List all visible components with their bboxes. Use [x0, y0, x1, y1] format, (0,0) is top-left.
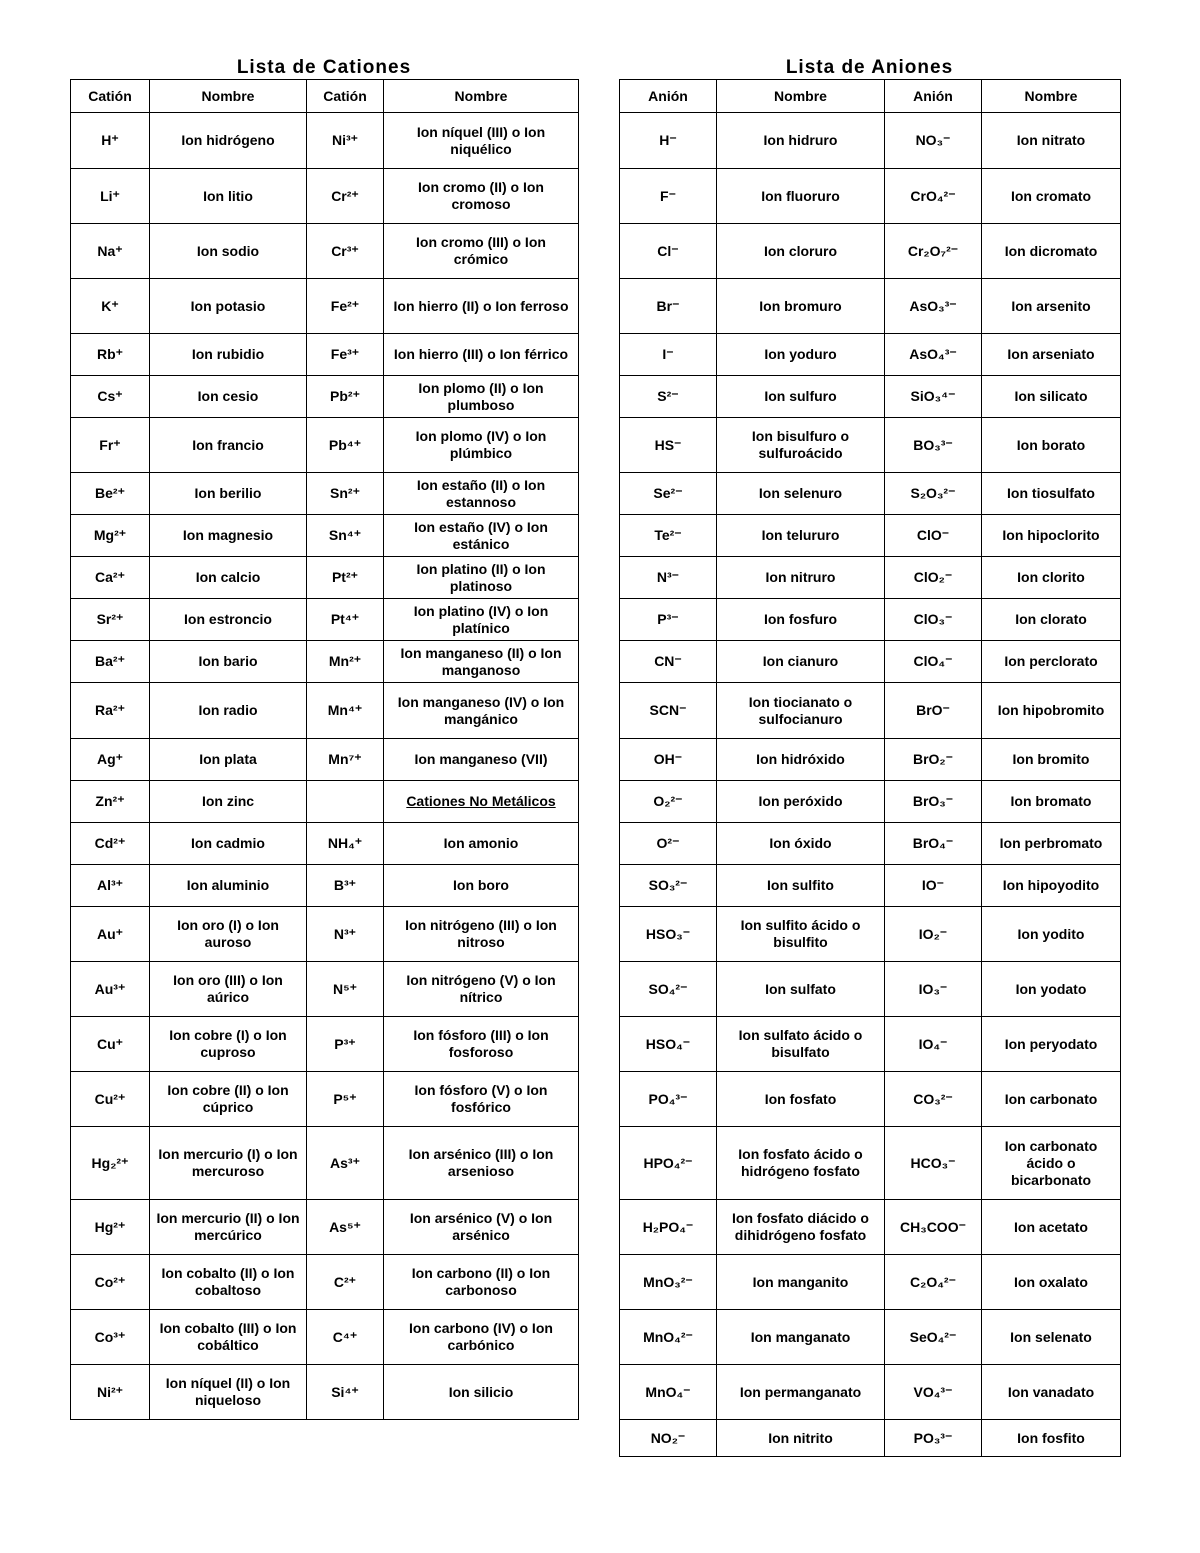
- cation-name-cell: Ion mercurio (II) o Ion mercúrico: [150, 1200, 307, 1255]
- cation-name-cell: Ion platino (II) o Ion platinoso: [384, 557, 579, 599]
- cation-name-cell: Ion platino (IV) o Ion platínico: [384, 599, 579, 641]
- cations-row: [71, 1310, 579, 1365]
- cation-symbol-cell: B³⁺: [307, 865, 384, 907]
- anions-row: [620, 907, 1121, 962]
- cation-symbol-cell: Ni²⁺: [71, 1365, 150, 1420]
- cation-symbol-cell: As³⁺: [307, 1127, 384, 1200]
- anions-row: [620, 113, 1121, 169]
- anion-symbol-cell: NO₃⁻: [885, 113, 982, 169]
- cation-name-cell: Ion cobalto (III) o Ion cobáltico: [150, 1310, 307, 1365]
- anions-row: [620, 962, 1121, 1017]
- anion-name-cell: Ion cromato: [982, 169, 1121, 224]
- anion-name-cell: Ion permanganato: [717, 1365, 885, 1420]
- cation-symbol-cell: Au⁺: [71, 907, 150, 962]
- cation-name-cell: Ion hierro (III) o Ion férrico: [384, 334, 579, 376]
- anion-symbol-cell: BrO₂⁻: [885, 739, 982, 781]
- anions-row: [620, 1255, 1121, 1310]
- cation-symbol-cell: Hg²⁺: [71, 1200, 150, 1255]
- cation-symbol-cell: P³⁺: [307, 1017, 384, 1072]
- anion-name-cell: Ion hipoyodito: [982, 865, 1121, 907]
- anion-symbol-cell: H₂PO₄⁻: [620, 1200, 717, 1255]
- cation-symbol-cell: Na⁺: [71, 224, 150, 279]
- anion-symbol-cell: NO₂⁻: [620, 1420, 717, 1457]
- anion-name-cell: Ion oxalato: [982, 1255, 1121, 1310]
- anion-symbol-cell: H⁻: [620, 113, 717, 169]
- anions-header-row: [620, 80, 1121, 113]
- anion-symbol-cell: BrO₄⁻: [885, 823, 982, 865]
- cation-symbol-cell: Cr³⁺: [307, 224, 384, 279]
- anion-symbol-cell: P³⁻: [620, 599, 717, 641]
- anion-symbol-cell: MnO₃²⁻: [620, 1255, 717, 1310]
- anions-row: [620, 1017, 1121, 1072]
- cations-row: [71, 865, 579, 907]
- anion-name-cell: Ion tiocianato o sulfocianuro: [717, 683, 885, 739]
- anions-header-anion: Anión: [885, 80, 982, 113]
- cation-symbol-cell: Ra²⁺: [71, 683, 150, 739]
- cation-symbol-cell: [307, 781, 384, 823]
- anion-symbol-cell: Te²⁻: [620, 515, 717, 557]
- cation-name-cell: Ion manganeso (II) o Ion manganoso: [384, 641, 579, 683]
- anion-symbol-cell: HPO₄²⁻: [620, 1127, 717, 1200]
- anions-row: [620, 1072, 1121, 1127]
- anion-symbol-cell: AsO₄³⁻: [885, 334, 982, 376]
- cation-name-cell: Ion estaño (II) o Ion estannoso: [384, 473, 579, 515]
- cation-name-cell: Ion hidrógeno: [150, 113, 307, 169]
- cation-name-cell: Ion potasio: [150, 279, 307, 334]
- cation-name-cell: Ion cromo (II) o Ion cromoso: [384, 169, 579, 224]
- anion-name-cell: Ion yoduro: [717, 334, 885, 376]
- cation-symbol-cell: Co³⁺: [71, 1310, 150, 1365]
- anion-symbol-cell: SeO₄²⁻: [885, 1310, 982, 1365]
- cation-symbol-cell: Fr⁺: [71, 418, 150, 473]
- anion-name-cell: Ion sulfito ácido o bisulfito: [717, 907, 885, 962]
- cations-header-name: Nombre: [150, 80, 307, 113]
- anion-name-cell: Ion manganito: [717, 1255, 885, 1310]
- anion-name-cell: Ion nitrito: [717, 1420, 885, 1457]
- cation-symbol-cell: Al³⁺: [71, 865, 150, 907]
- anion-name-cell: Ion yodato: [982, 962, 1121, 1017]
- anion-name-cell: Ion clorato: [982, 599, 1121, 641]
- cation-name-cell: Ion boro: [384, 865, 579, 907]
- anion-name-cell: Ion fluoruro: [717, 169, 885, 224]
- anion-name-cell: Ion bromuro: [717, 279, 885, 334]
- anion-symbol-cell: N³⁻: [620, 557, 717, 599]
- cation-name-cell: Ion cobre (I) o Ion cuproso: [150, 1017, 307, 1072]
- anions-header-name: Nombre: [982, 80, 1121, 113]
- anion-name-cell: Ion sulfato ácido o bisulfato: [717, 1017, 885, 1072]
- anion-name-cell: Ion silicato: [982, 376, 1121, 418]
- anions-row: [620, 376, 1121, 418]
- anion-name-cell: Ion fosfato ácido o hidrógeno fosfato: [717, 1127, 885, 1200]
- anion-symbol-cell: S₂O₃²⁻: [885, 473, 982, 515]
- cation-name-cell: Ion zinc: [150, 781, 307, 823]
- anion-symbol-cell: O²⁻: [620, 823, 717, 865]
- anion-symbol-cell: PO₃³⁻: [885, 1420, 982, 1457]
- cation-symbol-cell: Zn²⁺: [71, 781, 150, 823]
- anion-symbol-cell: VO₄³⁻: [885, 1365, 982, 1420]
- anion-symbol-cell: MnO₄²⁻: [620, 1310, 717, 1365]
- cation-name-cell: Ion manganeso (VII): [384, 739, 579, 781]
- anion-symbol-cell: SO₃²⁻: [620, 865, 717, 907]
- anion-name-cell: Ion selenuro: [717, 473, 885, 515]
- cation-name-cell: Ion cobre (II) o Ion cúprico: [150, 1072, 307, 1127]
- anion-name-cell: Ion perbromato: [982, 823, 1121, 865]
- cation-name-cell: Ion radio: [150, 683, 307, 739]
- anion-name-cell: Ion fosfuro: [717, 599, 885, 641]
- anion-symbol-cell: ClO⁻: [885, 515, 982, 557]
- anion-symbol-cell: PO₄³⁻: [620, 1072, 717, 1127]
- cations-row: [71, 1072, 579, 1127]
- anion-symbol-cell: HS⁻: [620, 418, 717, 473]
- anion-name-cell: Ion vanadato: [982, 1365, 1121, 1420]
- cation-name-cell: Ion francio: [150, 418, 307, 473]
- anion-name-cell: Ion hidróxido: [717, 739, 885, 781]
- cation-symbol-cell: P⁵⁺: [307, 1072, 384, 1127]
- cations-row: [71, 683, 579, 739]
- cation-symbol-cell: Pb²⁺: [307, 376, 384, 418]
- anions-row: [620, 1127, 1121, 1200]
- cations-row: [71, 739, 579, 781]
- cation-symbol-cell: C²⁺: [307, 1255, 384, 1310]
- anion-symbol-cell: IO₂⁻: [885, 907, 982, 962]
- anions-row: [620, 279, 1121, 334]
- anion-symbol-cell: Se²⁻: [620, 473, 717, 515]
- cation-name-cell: Ion magnesio: [150, 515, 307, 557]
- anion-name-cell: Ion cloruro: [717, 224, 885, 279]
- cations-row: [71, 823, 579, 865]
- anion-symbol-cell: ClO₂⁻: [885, 557, 982, 599]
- cation-symbol-cell: As⁵⁺: [307, 1200, 384, 1255]
- cations-header-cation: Catión: [307, 80, 384, 113]
- cation-name-cell: Ion oro (III) o Ion aúrico: [150, 962, 307, 1017]
- cation-symbol-cell: K⁺: [71, 279, 150, 334]
- cation-name-cell: Ion arsénico (III) o Ion arsenioso: [384, 1127, 579, 1200]
- cations-table: [70, 79, 579, 1420]
- cation-symbol-cell: Cd²⁺: [71, 823, 150, 865]
- anion-name-cell: Ion telururo: [717, 515, 885, 557]
- cation-name-cell: Ion cesio: [150, 376, 307, 418]
- cations-row: [71, 279, 579, 334]
- anions-row: [620, 781, 1121, 823]
- anion-symbol-cell: Br⁻: [620, 279, 717, 334]
- cations-header-row: [71, 80, 579, 113]
- anion-name-cell: Ion fosfato: [717, 1072, 885, 1127]
- cation-name-cell: Ion litio: [150, 169, 307, 224]
- anions-table: [619, 79, 1121, 1457]
- anion-name-cell: Ion dicromato: [982, 224, 1121, 279]
- anions-row: [620, 641, 1121, 683]
- cation-symbol-cell: Ag⁺: [71, 739, 150, 781]
- cations-row: [71, 1200, 579, 1255]
- anion-name-cell: Ion hidruro: [717, 113, 885, 169]
- cation-name-cell: Ion carbono (IV) o Ion carbónico: [384, 1310, 579, 1365]
- anion-symbol-cell: ClO₄⁻: [885, 641, 982, 683]
- cation-symbol-cell: Ba²⁺: [71, 641, 150, 683]
- cation-symbol-cell: Rb⁺: [71, 334, 150, 376]
- cations-row: [71, 224, 579, 279]
- cation-symbol-cell: Ca²⁺: [71, 557, 150, 599]
- anion-symbol-cell: AsO₃³⁻: [885, 279, 982, 334]
- cation-name-cell: Ion berilio: [150, 473, 307, 515]
- anion-symbol-cell: HSO₃⁻: [620, 907, 717, 962]
- cation-symbol-cell: Mn⁷⁺: [307, 739, 384, 781]
- anion-name-cell: Ion nitruro: [717, 557, 885, 599]
- anions-row: [620, 1365, 1121, 1420]
- cations-row: [71, 907, 579, 962]
- cation-name-cell: Ion sodio: [150, 224, 307, 279]
- anion-name-cell: Ion carbonato ácido o bicarbonato: [982, 1127, 1121, 1200]
- cation-name-cell: Ion manganeso (IV) o Ion mangánico: [384, 683, 579, 739]
- cation-symbol-cell: Sr²⁺: [71, 599, 150, 641]
- anion-name-cell: Ion fosfato diácido o dihidrógeno fosfato: [717, 1200, 885, 1255]
- anions-row: [620, 683, 1121, 739]
- cation-symbol-cell: Cs⁺: [71, 376, 150, 418]
- cation-name-cell: Ion níquel (III) o Ion niquélico: [384, 113, 579, 169]
- anion-name-cell: Ion bromito: [982, 739, 1121, 781]
- anions-row: [620, 1310, 1121, 1365]
- anion-name-cell: Ion peróxido: [717, 781, 885, 823]
- cation-symbol-cell: NH₄⁺: [307, 823, 384, 865]
- cation-symbol-cell: Hg₂²⁺: [71, 1127, 150, 1200]
- cation-name-cell: Ion nitrógeno (V) o Ion nítrico: [384, 962, 579, 1017]
- cation-name-cell: Ion oro (I) o Ion auroso: [150, 907, 307, 962]
- cation-symbol-cell: Mg²⁺: [71, 515, 150, 557]
- anions-row: [620, 515, 1121, 557]
- cation-name-cell: Ion cromo (III) o Ion crómico: [384, 224, 579, 279]
- cation-symbol-cell: Pb⁴⁺: [307, 418, 384, 473]
- anions-row: [620, 739, 1121, 781]
- anion-symbol-cell: F⁻: [620, 169, 717, 224]
- cation-symbol-cell: Ni³⁺: [307, 113, 384, 169]
- cation-name-cell: Ion arsénico (V) o Ion arsénico: [384, 1200, 579, 1255]
- anion-symbol-cell: ClO₃⁻: [885, 599, 982, 641]
- cation-name-cell: Ion bario: [150, 641, 307, 683]
- anion-symbol-cell: IO⁻: [885, 865, 982, 907]
- anion-name-cell: Ion sulfuro: [717, 376, 885, 418]
- anions-row: [620, 823, 1121, 865]
- cation-name-cell: Ion hierro (II) o Ion ferroso: [384, 279, 579, 334]
- anions-header-name: Nombre: [717, 80, 885, 113]
- cation-symbol-cell: Mn²⁺: [307, 641, 384, 683]
- anion-symbol-cell: BrO⁻: [885, 683, 982, 739]
- cation-name-cell: Ion calcio: [150, 557, 307, 599]
- anion-name-cell: Ion yodito: [982, 907, 1121, 962]
- anion-name-cell: Ion carbonato: [982, 1072, 1121, 1127]
- cations-row: [71, 962, 579, 1017]
- cation-symbol-cell: Fe²⁺: [307, 279, 384, 334]
- anion-name-cell: Ion selenato: [982, 1310, 1121, 1365]
- cations-row: [71, 1365, 579, 1420]
- anion-symbol-cell: SCN⁻: [620, 683, 717, 739]
- anion-symbol-cell: CN⁻: [620, 641, 717, 683]
- anions-title: Lista de Aniones: [785, 57, 954, 78]
- cation-name-cell: Ion plomo (IV) o Ion plúmbico: [384, 418, 579, 473]
- anion-name-cell: Ion fosfito: [982, 1420, 1121, 1457]
- cation-symbol-cell: Pt⁴⁺: [307, 599, 384, 641]
- cation-name-cell: Ion cobalto (II) o Ion cobaltoso: [150, 1255, 307, 1310]
- anion-name-cell: Ion perclorato: [982, 641, 1121, 683]
- anion-name-cell: Ion tiosulfato: [982, 473, 1121, 515]
- cation-name-cell: Cationes No Metálicos: [384, 781, 579, 823]
- cation-symbol-cell: Pt²⁺: [307, 557, 384, 599]
- cation-name-cell: Ion nitrógeno (III) o Ion nitroso: [384, 907, 579, 962]
- cation-symbol-cell: Sn²⁺: [307, 473, 384, 515]
- anion-name-cell: Ion arseniato: [982, 334, 1121, 376]
- anion-name-cell: Ion sulfato: [717, 962, 885, 1017]
- cations-row: [71, 1017, 579, 1072]
- cation-symbol-cell: Si⁴⁺: [307, 1365, 384, 1420]
- cations-row: [71, 113, 579, 169]
- cations-title: Lista de Cationes: [236, 57, 412, 78]
- cation-name-cell: Ion silicio: [384, 1365, 579, 1420]
- anion-symbol-cell: HSO₄⁻: [620, 1017, 717, 1072]
- anion-name-cell: Ion peryodato: [982, 1017, 1121, 1072]
- anion-symbol-cell: OH⁻: [620, 739, 717, 781]
- anion-name-cell: Ion borato: [982, 418, 1121, 473]
- cation-symbol-cell: Cu⁺: [71, 1017, 150, 1072]
- cation-symbol-cell: Co²⁺: [71, 1255, 150, 1310]
- anions-row: [620, 418, 1121, 473]
- cations-row: [71, 418, 579, 473]
- cation-symbol-cell: C⁴⁺: [307, 1310, 384, 1365]
- cation-symbol-cell: Cu²⁺: [71, 1072, 150, 1127]
- anion-symbol-cell: CO₃²⁻: [885, 1072, 982, 1127]
- cations-header-name: Nombre: [384, 80, 579, 113]
- anions-row: [620, 473, 1121, 515]
- anion-symbol-cell: BO₃³⁻: [885, 418, 982, 473]
- cation-name-cell: Ion rubidio: [150, 334, 307, 376]
- cations-row: [71, 334, 579, 376]
- cation-name-cell: Ion amonio: [384, 823, 579, 865]
- cations-row: [71, 1127, 579, 1200]
- anion-name-cell: Ion sulfito: [717, 865, 885, 907]
- anions-row: [620, 169, 1121, 224]
- anions-row: [620, 865, 1121, 907]
- cation-name-cell: Ion níquel (II) o Ion niqueloso: [150, 1365, 307, 1420]
- anion-symbol-cell: HCO₃⁻: [885, 1127, 982, 1200]
- cation-symbol-cell: Au³⁺: [71, 962, 150, 1017]
- anions-row: [620, 1200, 1121, 1255]
- anions-row: [620, 334, 1121, 376]
- cations-row: [71, 376, 579, 418]
- anion-name-cell: Ion clorito: [982, 557, 1121, 599]
- cation-name-cell: Ion cadmio: [150, 823, 307, 865]
- cations-row: [71, 557, 579, 599]
- anion-symbol-cell: O₂²⁻: [620, 781, 717, 823]
- anion-symbol-cell: MnO₄⁻: [620, 1365, 717, 1420]
- cations-row: [71, 515, 579, 557]
- cations-row: [71, 781, 579, 823]
- anions-row: [620, 1420, 1121, 1457]
- anion-symbol-cell: BrO₃⁻: [885, 781, 982, 823]
- cations-row: [71, 1255, 579, 1310]
- anion-name-cell: Ion arsenito: [982, 279, 1121, 334]
- cation-name-cell: Ion estaño (IV) o Ion estánico: [384, 515, 579, 557]
- anion-symbol-cell: SO₄²⁻: [620, 962, 717, 1017]
- anion-symbol-cell: Cr₂O₇²⁻: [885, 224, 982, 279]
- anion-name-cell: Ion bisulfuro o sulfuroácido: [717, 418, 885, 473]
- anions-row: [620, 224, 1121, 279]
- anion-name-cell: Ion óxido: [717, 823, 885, 865]
- anions-row: [620, 557, 1121, 599]
- cations-row: [71, 599, 579, 641]
- cation-name-cell: Ion carbono (II) o Ion carbonoso: [384, 1255, 579, 1310]
- cation-symbol-cell: Fe³⁺: [307, 334, 384, 376]
- cation-symbol-cell: Li⁺: [71, 169, 150, 224]
- cation-name-cell: Ion fósforo (V) o Ion fosfórico: [384, 1072, 579, 1127]
- anions-header-anion: Anión: [620, 80, 717, 113]
- cation-name-cell: Ion fósforo (III) o Ion fosforoso: [384, 1017, 579, 1072]
- cations-header-cation: Catión: [71, 80, 150, 113]
- anion-name-cell: Ion hipobromito: [982, 683, 1121, 739]
- anion-symbol-cell: I⁻: [620, 334, 717, 376]
- cations-row: [71, 473, 579, 515]
- cation-symbol-cell: Cr²⁺: [307, 169, 384, 224]
- anion-name-cell: Ion cianuro: [717, 641, 885, 683]
- cation-name-cell: Ion aluminio: [150, 865, 307, 907]
- anion-symbol-cell: CrO₄²⁻: [885, 169, 982, 224]
- anions-row: [620, 599, 1121, 641]
- anion-name-cell: Ion acetato: [982, 1200, 1121, 1255]
- anion-symbol-cell: C₂O₄²⁻: [885, 1255, 982, 1310]
- anion-symbol-cell: IO₃⁻: [885, 962, 982, 1017]
- anion-name-cell: Ion hipoclorito: [982, 515, 1121, 557]
- cation-name-cell: Ion estroncio: [150, 599, 307, 641]
- anion-symbol-cell: CH₃COO⁻: [885, 1200, 982, 1255]
- anion-name-cell: Ion manganato: [717, 1310, 885, 1365]
- anion-symbol-cell: IO₄⁻: [885, 1017, 982, 1072]
- cation-symbol-cell: H⁺: [71, 113, 150, 169]
- cation-symbol-cell: Be²⁺: [71, 473, 150, 515]
- anion-symbol-cell: Cl⁻: [620, 224, 717, 279]
- anion-symbol-cell: SiO₃⁴⁻: [885, 376, 982, 418]
- cation-name-cell: Ion plomo (II) o Ion plumboso: [384, 376, 579, 418]
- cations-row: [71, 169, 579, 224]
- anion-name-cell: Ion nitrato: [982, 113, 1121, 169]
- anion-name-cell: Ion bromato: [982, 781, 1121, 823]
- cation-symbol-cell: Sn⁴⁺: [307, 515, 384, 557]
- cation-name-cell: Ion mercurio (I) o Ion mercuroso: [150, 1127, 307, 1200]
- cation-name-cell: Ion plata: [150, 739, 307, 781]
- cations-row: [71, 641, 579, 683]
- cation-symbol-cell: N⁵⁺: [307, 962, 384, 1017]
- cation-symbol-cell: N³⁺: [307, 907, 384, 962]
- anion-symbol-cell: S²⁻: [620, 376, 717, 418]
- cation-symbol-cell: Mn⁴⁺: [307, 683, 384, 739]
